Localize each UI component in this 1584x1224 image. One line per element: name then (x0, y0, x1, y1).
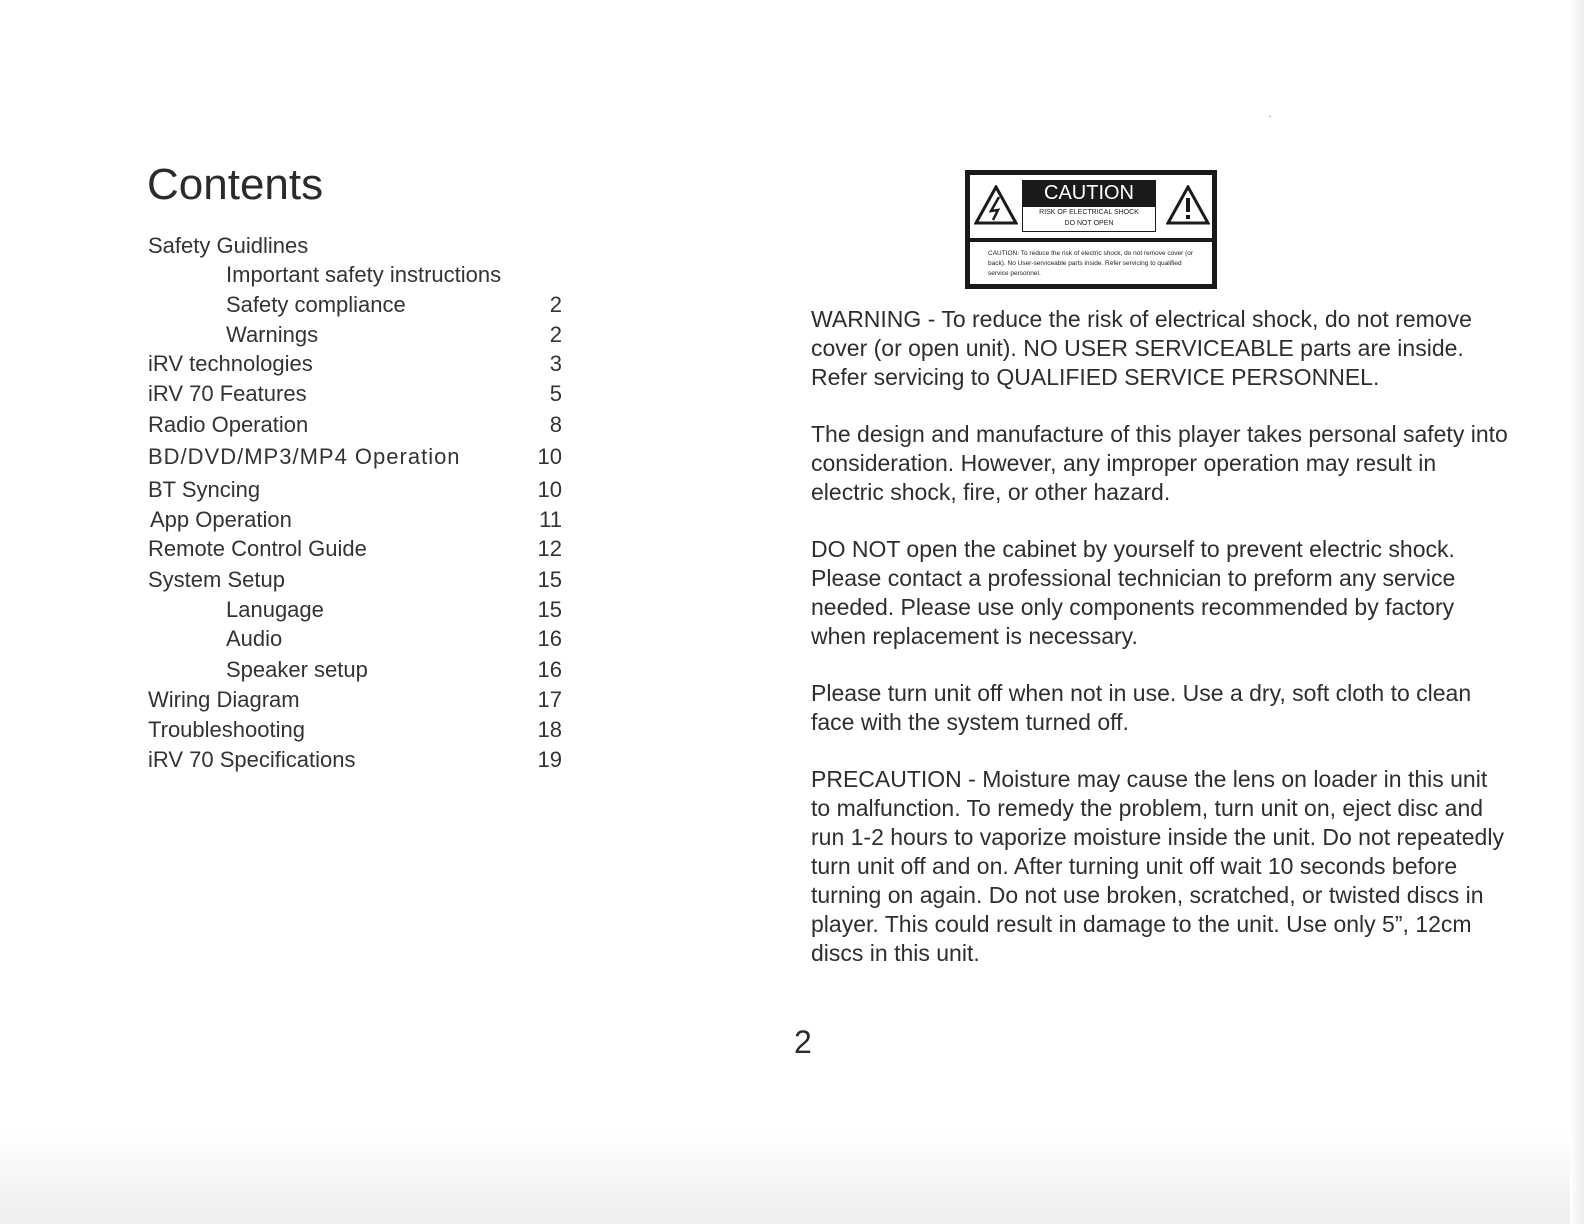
toc-entry-page: 16 (537, 626, 562, 651)
toc-entry-label: iRV 70 Specifications (148, 747, 356, 772)
toc-entry-label: BD/DVD/MP3/MP4 Operation (148, 444, 461, 469)
toc-entry-label: Safety Guidlines (148, 233, 309, 258)
caution-small-text: CAUTION: To reduce the risk of electric shock, do not remove cover (or back). No User-serviceable parts inside. Refer servicing to qualified service personnel. (988, 250, 1194, 277)
toc-entry-page: 12 (537, 536, 562, 561)
safety-design-paragraph: The design and manufacture of this player takes personal safety into consideration. However, any improper operation may result in electric shock, fire, or other hazard. (811, 421, 1508, 505)
scan-shadow (0, 1134, 1584, 1224)
precaution-paragraph: PRECAUTION - Moisture may cause the lens on loader in this unit to malfunction. To remedy the problem, turn unit on, eject disc and run 1-2 hours to vaporize moisture inside the unit. Do not repeatedly turn unit off and on. After turning unit off wait 10 seconds before turning on again. Do not use broken, scratched, or twisted discs in player. This could result in damage to the unit. Use only 5”, 12cm discs in this unit. (811, 766, 1504, 966)
caution-subtext-line2: DO NOT OPEN (1064, 220, 1114, 227)
toc-entry-page: 16 (537, 657, 562, 682)
toc-entry-label: Important safety instructions (226, 262, 502, 287)
toc-entry-page: 19 (537, 747, 562, 772)
toc-entry-label: Remote Control Guide (148, 536, 367, 561)
caution-divider (970, 238, 1212, 242)
caution-label (965, 170, 1217, 289)
toc-entry-label: System Setup (148, 567, 285, 592)
toc-entry-page: 17 (537, 687, 562, 712)
lightning-warning-icon (974, 185, 1018, 225)
toc-entry-page: 3 (549, 351, 562, 376)
toc-entry-page: 18 (537, 717, 562, 742)
toc-entry-label: iRV 70 Features (148, 381, 307, 406)
toc-entry-label: Speaker setup (226, 657, 368, 682)
toc-entry-page: 2 (549, 292, 562, 317)
caution-heading: CAUTION (1022, 180, 1156, 206)
toc-entry-label: Safety compliance (226, 292, 406, 317)
toc-entry-label: Radio Operation (148, 412, 309, 437)
toc-entry-label: iRV technologies (148, 351, 313, 376)
toc-entry-page: 15 (537, 597, 562, 622)
page-edge-shadow (1570, 0, 1584, 1224)
caution-subtext-line1: RISK OF ELECTRICAL SHOCK (1039, 209, 1139, 216)
toc-entry-page: 15 (537, 567, 562, 592)
page-number: 2 (794, 1024, 812, 1060)
toc-entry-page: 2 (549, 322, 562, 347)
contents-title: Contents (147, 160, 324, 209)
caution-subtext (1022, 206, 1156, 232)
toc-entry-label: Wiring Diagram (148, 687, 300, 712)
toc-entry-label: Lanugage (226, 597, 324, 622)
scan-speck: ˌ (1268, 104, 1272, 118)
toc-entry-page: 10 (537, 444, 562, 469)
toc-entry-label: Warnings (226, 322, 319, 347)
toc-entry-page: 10 (537, 477, 562, 502)
toc-entry-page: 5 (549, 381, 562, 406)
toc-entry-page: 8 (549, 412, 562, 437)
toc-entry-label: Troubleshooting (148, 717, 305, 742)
cabinet-paragraph: DO NOT open the cabinet by yourself to prevent electric shock. Please contact a professional technician to preform any service needed. Please use only components recommended by factory when replacement is necessary. (811, 536, 1456, 649)
toc-entry-label: BT Syncing (148, 477, 261, 502)
toc-entry-page: 11 (539, 507, 562, 532)
toc-entry-label: App Operation (150, 507, 292, 532)
warning-paragraph: WARNING - To reduce the risk of electrical shock, do not remove cover (or open unit). NO USER SERVICEABLE parts are inside. Refer servicing to QUALIFIED SERVICE PERSONNEL. (811, 306, 1472, 390)
toc-entry-label: Audio (226, 626, 283, 651)
exclamation-warning-icon (1166, 185, 1210, 225)
cleaning-paragraph: Please turn unit off when not in use. Use a dry, soft cloth to clean face with the system turned off. (811, 680, 1472, 735)
